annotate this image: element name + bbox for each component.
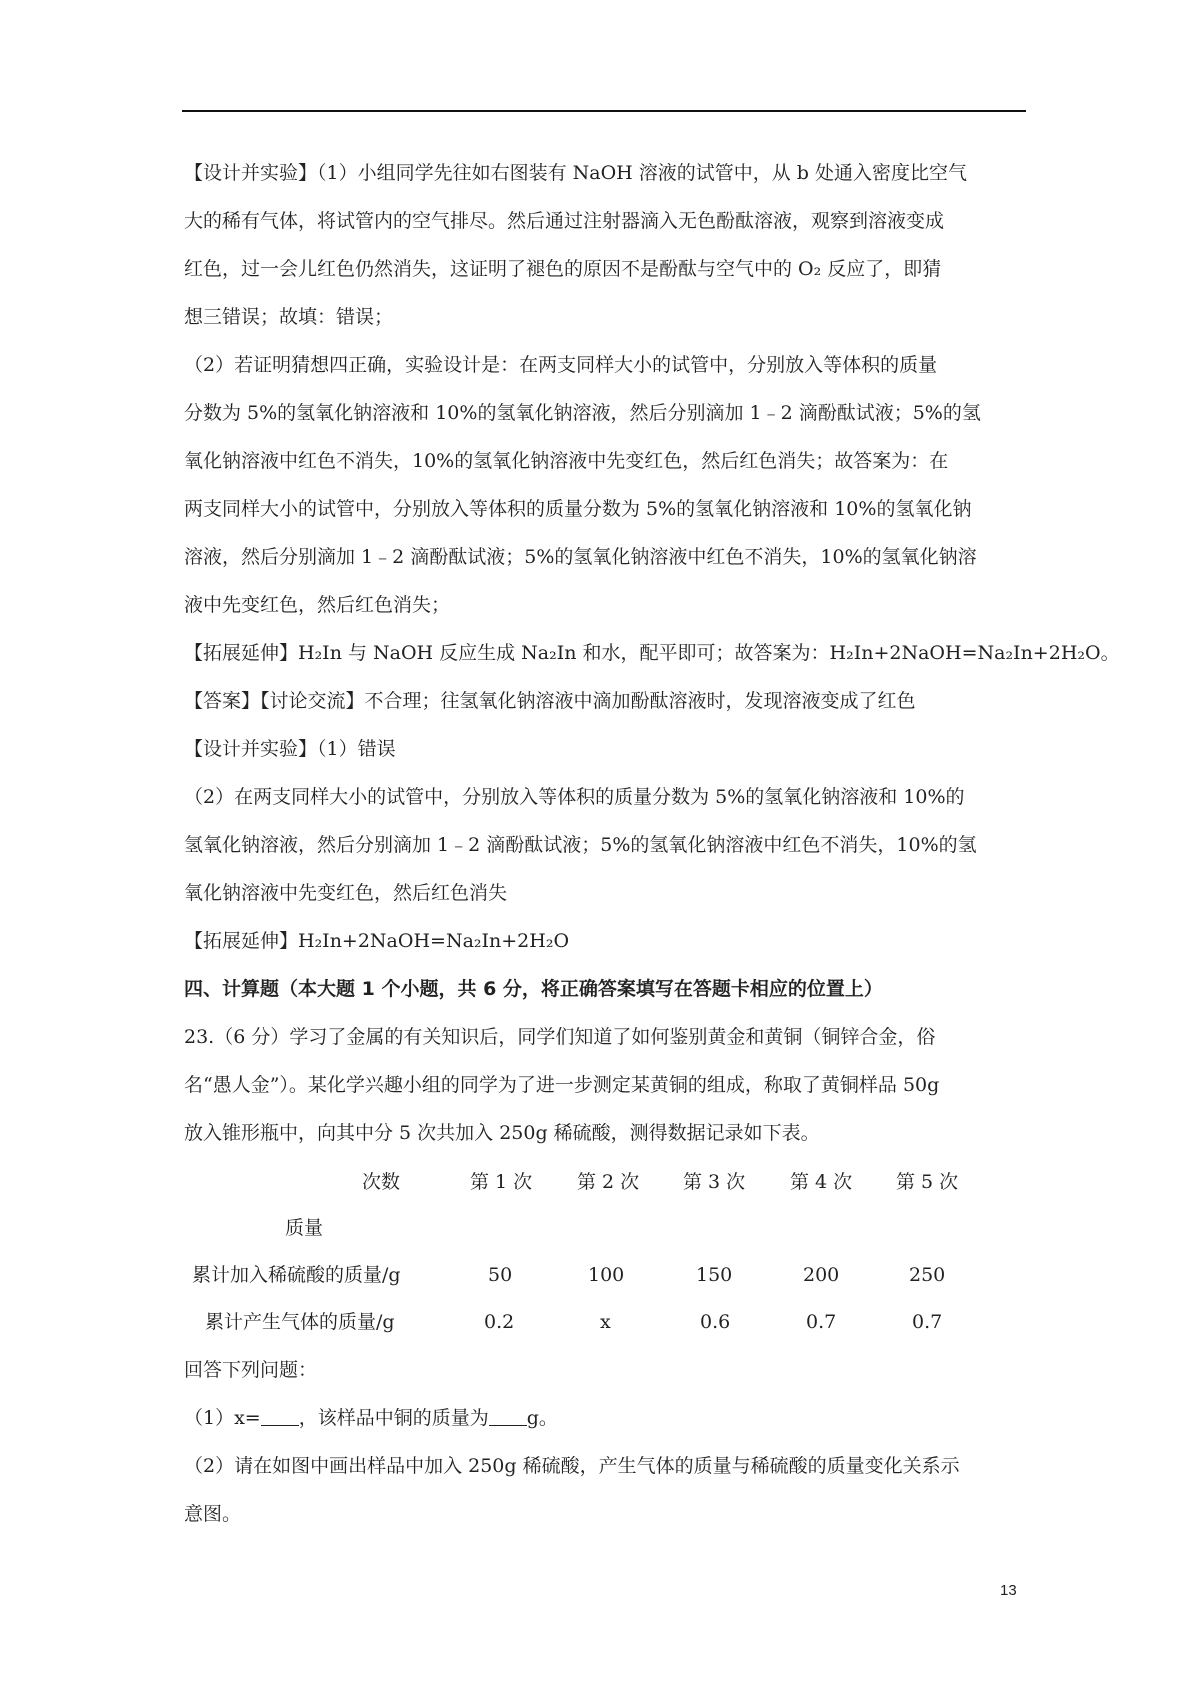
table-cell: 250 <box>909 1264 946 1286</box>
table-header-5: 第 5 次 <box>896 1171 959 1193</box>
body-line: 液中先变红色，然后红色消失； <box>184 594 451 616</box>
table-cell: 0.7 <box>806 1311 837 1333</box>
problem-line-2: 名“愚人金”）。某化学兴趣小组的同学为了进一步测定某黄铜的组成，称取了黄铜样品 50g <box>184 1074 940 1096</box>
question-1 <box>184 1406 558 1430</box>
table-cell: 0.6 <box>700 1311 731 1333</box>
table-header-3: 第 3 次 <box>683 1171 746 1193</box>
table-row-label: 累计加入稀硫酸的质量/g <box>192 1264 401 1286</box>
body-line: 大的稀有气体，将试管内的空气排尽。然后通过注射器滴入无色酚酞溶液，观察到溶液变成 <box>184 210 945 232</box>
table-row-label: 累计产生气体的质量/g <box>205 1311 395 1333</box>
body-line: 红色，过一会儿红色仍然消失，这证明了褪色的原因不是酚酞与空气中的 O₂ 反应了，即猜 <box>184 258 942 280</box>
body-line: 溶液，然后分别滴加 1﹣2 滴酚酞试液；5%的氢氧化钠溶液中红色不消失，10%的氢氧化钠溶 <box>184 546 977 568</box>
body-line: （2）在两支同样大小的试管中，分别放入等体积的质量分数为 5%的氢氧化钠溶液和 10%的 <box>184 786 965 808</box>
body-line: 氢氧化钠溶液，然后分别滴加 1﹣2 滴酚酞试液；5%的氢氧化钠溶液中红色不消失，10%的氢 <box>184 834 977 856</box>
question-2-line-2: 意图。 <box>184 1503 242 1525</box>
section-heading: 四、计算题（本大题 1 个小题，共 6 分，将正确答案填写在答题卡相应的位置上） <box>184 978 883 1000</box>
table-corner-bottom: 质量 <box>285 1217 324 1239</box>
table-header-2: 第 2 次 <box>577 1171 640 1193</box>
body-line: 【设计并实验】（1）小组同学先往如右图装有 NaOH 溶液的试管中，从 b 处通入密度比空气 <box>184 162 968 184</box>
question-2-line-1: （2）请在如图中画出样品中加入 250g 稀硫酸，产生气体的质量与稀硫酸的质量变化关系示 <box>184 1455 960 1477</box>
body-line: 两支同样大小的试管中，分别放入等体积的质量分数为 5%的氢氧化钠溶液和 10%的氢氧化钠 <box>184 498 972 520</box>
body-line: （2）若证明猜想四正确，实验设计是：在两支同样大小的试管中，分别放入等体积的质量 <box>184 354 938 376</box>
body-line: 【设计并实验】（1）错误 <box>184 738 396 760</box>
q1-part3: g。 <box>526 1407 558 1429</box>
table-cell: 0.2 <box>484 1311 515 1333</box>
table-cell: 0.7 <box>912 1311 943 1333</box>
table-cell: 200 <box>803 1264 840 1286</box>
table-cell: 50 <box>488 1264 513 1286</box>
table-cell: 150 <box>696 1264 733 1286</box>
body-line: 【答案】【讨论交流】不合理；往氢氧化钠溶液中滴加酚酞溶液时，发现溶液变成了红色 <box>184 690 916 712</box>
q1-part1: （1）x= <box>184 1407 261 1429</box>
answer-blank-copper <box>489 1407 527 1426</box>
body-line: 分数为 5%的氢氧化钠溶液和 10%的氢氧化钠溶液，然后分别滴加 1﹣2 滴酚酞试液；5%的氢 <box>184 402 981 424</box>
answer-blank-x <box>261 1407 299 1426</box>
table-header-1: 第 1 次 <box>470 1171 533 1193</box>
table-header-4: 第 4 次 <box>790 1171 853 1193</box>
table-corner-top: 次数 <box>362 1171 401 1193</box>
problem-line-3: 放入锥形瓶中，向其中分 5 次共加入 250g 稀硫酸，测得数据记录如下表。 <box>184 1122 820 1144</box>
body-line: 氧化钠溶液中红色不消失，10%的氢氧化钠溶液中先变红色，然后红色消失；故答案为：在 <box>184 450 949 472</box>
table-cell: 100 <box>588 1264 625 1286</box>
body-line: 想三错误；故填：错误； <box>184 306 394 328</box>
header-rule <box>182 110 1026 112</box>
body-line: 氧化钠溶液中先变红色，然后红色消失 <box>184 882 508 904</box>
questions-intro: 回答下列问题： <box>184 1359 318 1381</box>
page-number: 13 <box>1000 1582 1017 1599</box>
problem-line-1: 23.（6 分）学习了金属的有关知识后，同学们知道了如何鉴别黄金和黄铜（铜锌合金，俗 <box>184 1026 936 1048</box>
q1-part2: ，该样品中铜的质量为 <box>298 1407 489 1429</box>
body-line: 【拓展延伸】H₂In+2NaOH=Na₂In+2H₂O <box>184 930 570 952</box>
body-line: 【拓展延伸】H₂In 与 NaOH 反应生成 Na₂In 和水，配平即可；故答案为：H₂In+2NaOH=Na₂In+2H₂O。 <box>184 642 1120 664</box>
table-cell: x <box>600 1311 611 1333</box>
